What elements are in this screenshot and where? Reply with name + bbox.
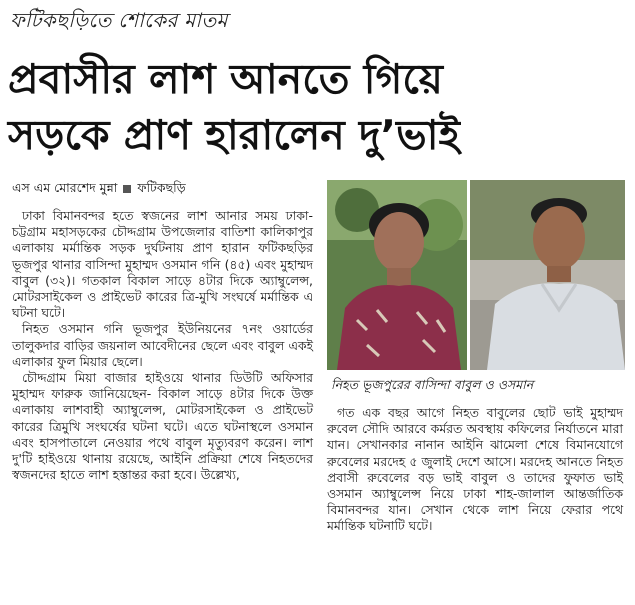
body-paragraph: ঢাকা বিমানবন্দর হতে স্বজনের লাশ আনার সময় ঢাকা-চট্টগ্রাম মহাসড়কের চৌদ্দগ্রাম উপজেলার বাতিশা কালিকাপুর এলাকায় মর্মান্তিক সড়ক দুর্ঘটনায় প্রাণ হারান ফটিকছড়ির ভূজপুর থানার বাসিন্দা মুহাম্মদ ওসমান গনি (৪৫) এবং মুহাম্মদ বাবুল (৩২)। গতকাল বিকাল সাড়ে ৪টার দিকে অ্যাম্বুলেন্স, মোটরসাইকেল ও প্রাইভেট কারের ত্রি-মুখি সংঘর্ষে মর্মান্তিক এ ঘটনা ঘটে।: [12, 208, 313, 321]
byline-place: ফটিকছড়ি: [137, 180, 186, 195]
photo-caption: নিহত ভূজপুরের বাসিন্দা বাবুল ও ওসমান: [331, 377, 534, 392]
body-column-left: [12, 208, 313, 483]
photo-illustration: [327, 180, 625, 370]
body-paragraph: চৌদ্দগ্রাম মিয়া বাজার হাইওয়ে থানার ডিউটি অফিসার মুহাম্মদ ফারুক জানিয়েছেন- বিকাল সাড়ে ৪টার দিকে উক্ত এলাকায় লাশবাহী অ্যাম্বুলেন্স, মোটরসাইকেল ও প্রাইভেট কারের ত্রিমুখি সংঘর্ষের ঘটনা ঘটে। এতে ঘটনাস্থলে ওসমান এবং হাসপাতালে নেওয়ার পথে বাবুল মৃত্যুবরণ করেন। লাশ দু'টি হাইওয়ে থানায় রয়েছে, আইনি প্রক্রিয়া শেষে নিহতদের স্বজনদের হাতে লাশ হস্তান্তর করা হবে। উল্লেখ্য,: [12, 370, 313, 483]
body-paragraph: গত এক বছর আগে নিহত বাবুলের ছোট ভাই মুহাম্মদ রুবেল সৌদি আরবে কর্মরত অবস্থায় কফিলের নির্যাতনে মারা যান। সেখানকার নানান আইনি ঝামেলা শেষে বিমানযোগে রুবেলের মরদেহ ৫ জুলাই দেশে আসে। মরদেহ আনতে নিহত প্রবাসী রুবেলের বড় ভাই বাবুল ও তাদের ফুফাত ভাই ওসমান অ্যাম্বুলেন্স নিয়ে ঢাকা শাহ-জালাল আন্তর্জাতিক বিমানবন্দর যান। সেখান থেকে লাশ নিয়ে ফেরার পথে মর্মান্তিক ঘটনাটি ঘটে।: [327, 405, 623, 534]
byline-author: এস এম মোরশেদ মুন্না: [12, 180, 118, 195]
body-column-right: [327, 405, 623, 535]
kicker: ফটিকছড়িতে শোকের মাতম: [10, 8, 228, 32]
body-paragraph: নিহত ওসমান গনি ভূজপুর ইউনিয়নের ৭নং ওয়ার্ডের তালুকদার বাড়ির জয়নাল আবেদীনের ছেলে এবং বাবুল একই এলাকার ফুল মিয়ার ছেলে।: [12, 321, 313, 369]
victims-photo: [327, 180, 625, 370]
headline-line-1: প্রবাসীর লাশ আনতে গিয়ে: [8, 55, 443, 103]
square-bullet-icon: [123, 185, 131, 193]
headline-line-2: সড়কে প্রাণ হারালেন দু’ভাই: [8, 111, 460, 159]
byline: [12, 180, 186, 200]
